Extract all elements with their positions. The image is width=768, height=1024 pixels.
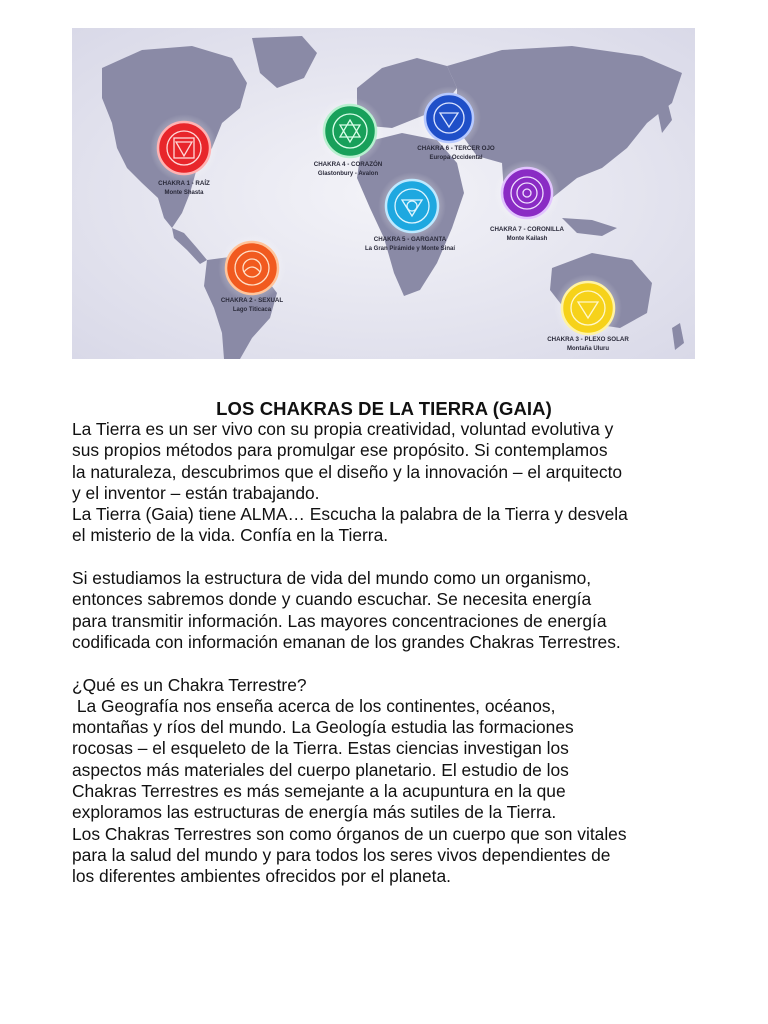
chakra-3-label: CHAKRA 3 - PLEXO SOLAR bbox=[547, 336, 629, 343]
body-text-line: Los Chakras Terrestres son como órganos de un cuerpo que son vitales bbox=[72, 823, 627, 844]
body-text-line: La Tierra (Gaia) tiene ALMA… Escucha la palabra de la Tierra y desvela bbox=[72, 504, 628, 525]
chakra-7-label: CHAKRA 7 - CORONILLA bbox=[489, 226, 565, 233]
paragraph-gap bbox=[72, 653, 712, 674]
body-text-line: para la salud del mundo y para todos los seres vivos dependientes de bbox=[72, 844, 611, 865]
document-title: LOS CHAKRAS DE LA TIERRA (GAIA) bbox=[216, 398, 552, 419]
body-text-line: rocosas – el esqueleto de la Tierra. Estas ciencias investigan los bbox=[72, 738, 569, 759]
body-text-line: para transmitir información. Las mayores concentraciones de energía bbox=[72, 610, 607, 631]
body-text-line: los diferentes ambientes ofrecidos por el planeta. bbox=[72, 866, 451, 887]
world-chakra-map bbox=[72, 28, 695, 359]
body-text-line: La Tierra es un ser vivo con su propia creatividad, voluntad evolutiva y bbox=[72, 419, 614, 439]
document-body bbox=[72, 419, 712, 888]
body-text-line: La Geografía nos enseña acerca de los continentes, océanos, bbox=[72, 695, 556, 716]
body-text-line: exploramos las estructuras de energía más sutiles de la Tierra. bbox=[72, 802, 557, 823]
chakra-5-label: CHAKRA 5 - GARGANTA bbox=[373, 236, 447, 243]
body-text-line: montañas y ríos del mundo. La Geología estudia las formaciones bbox=[72, 717, 574, 738]
world-map-illustration bbox=[72, 28, 695, 359]
chakra-4-place: Glastonbury - Avalon bbox=[317, 171, 379, 177]
body-text-line: y el inventor – están trabajando. bbox=[72, 482, 320, 503]
chakra-7-place: Monte Kailash bbox=[506, 236, 548, 242]
chakra-4-label: CHAKRA 4 - CORAZÓN bbox=[313, 161, 383, 168]
chakra-6-place: Europa Occidental bbox=[429, 155, 483, 161]
body-text-line: sus propios métodos para promulgar ese propósito. Si contemplamos bbox=[72, 440, 608, 461]
body-text-line: Chakras Terrestres es más semejante a la acupuntura en la que bbox=[72, 781, 566, 802]
chakra-6-label: CHAKRA 6 - TERCER OJO bbox=[417, 145, 495, 152]
chakra-3-place: Montaña Uluru bbox=[567, 346, 609, 352]
body-text-line: ¿Qué es un Chakra Terrestre? bbox=[72, 674, 307, 695]
body-text-line: entonces sabremos donde y cuando escuchar. Se necesita energía bbox=[72, 589, 592, 610]
body-text-line: la naturaleza, descubrimos que el diseño y la innovación – el arquitecto bbox=[72, 461, 623, 482]
chakra-2-place: Lago Titicaca bbox=[232, 307, 272, 313]
chakra-1-marker bbox=[150, 114, 218, 196]
chakra-1-label: CHAKRA 1 - RAÍZ bbox=[158, 180, 210, 187]
chakra-1-place: Monte Shasta bbox=[164, 190, 204, 196]
body-text-line: aspectos más materiales del cuerpo planetario. El estudio de los bbox=[72, 759, 569, 780]
body-text-line: el misterio de la vida. Confía en la Tierra. bbox=[72, 525, 389, 546]
paragraph-gap bbox=[72, 547, 712, 568]
chakra-2-label: CHAKRA 2 - SEXUAL bbox=[220, 297, 284, 304]
chakra-4-marker bbox=[314, 97, 384, 177]
body-text-line: Si estudiamos la estructura de vida del mundo como un organismo, bbox=[72, 568, 592, 589]
chakra-5-place: La Gran Pirámide y Monte Sinaí bbox=[364, 246, 456, 252]
chakra-2-marker bbox=[218, 234, 286, 313]
body-text-line: codificada con información emanan de los grandes Chakras Terrestres. bbox=[72, 631, 621, 652]
